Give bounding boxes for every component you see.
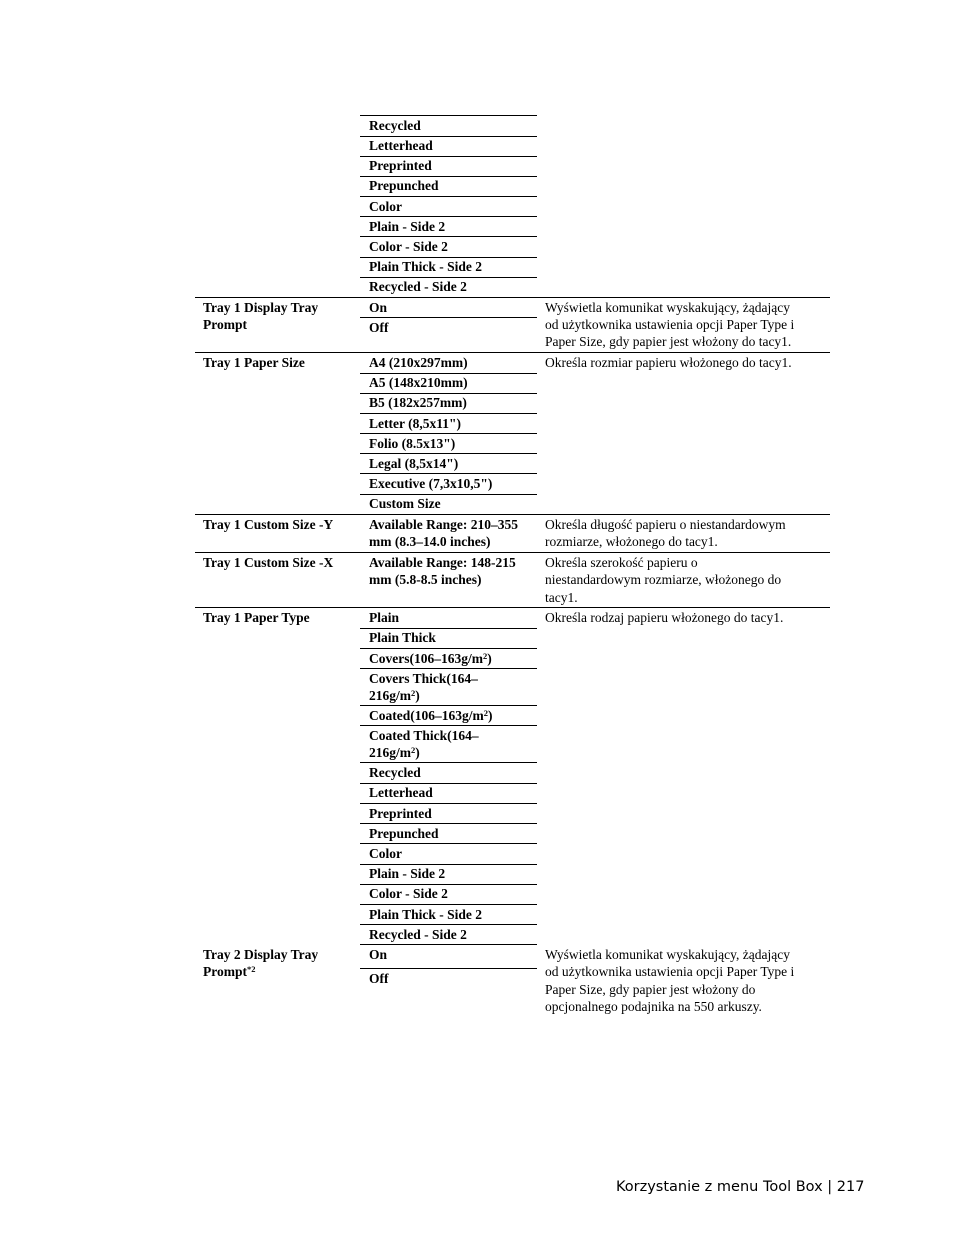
option-cell: On [369,300,388,315]
description-text: tacy1. [545,590,578,605]
setting-label: Tray 1 Custom Size -Y [203,517,334,532]
description-text: Wyświetla komunikat wyskakujący, żądający [545,947,790,962]
setting-label: Tray 1 Custom Size -X [203,555,334,570]
option-cell: Color - Side 2 [369,886,448,901]
description-text: Określa szerokość papieru o [545,555,698,570]
description-text: niestandardowym rozmiarze, włożonego do [545,572,782,587]
option-cell: A4 (210x297mm) [369,355,468,370]
option-cell: $216g/m^2$) [369,745,420,760]
setting-label: Tray 2 Display Tray [203,947,319,962]
option-cell: Recycled [369,765,421,780]
setting-label: Prompt [203,317,247,332]
option-cell: $Coated(106-163g/m^2)$ [369,708,493,723]
description-text: Określa rodzaj papieru włożonego do tacy1. [545,610,784,625]
option-cell: Plain Thick - Side 2 [369,259,483,274]
option-cell: Recycled [369,118,421,133]
footer-separator: | [827,1179,833,1195]
setting-label: Tray 1 Paper Type [203,610,310,625]
description-text: Paper Size, gdy papier jest włożony do tacy1. [545,334,792,349]
option-cell: mm (5.8-8.5 inches) [369,572,482,587]
option-cell: Plain - Side 2 [369,866,446,881]
option-cell: Letterhead [369,138,433,153]
option-cell: $Covers(106-163g/m^2)$ [369,651,492,666]
option-cell: Custom Size [369,496,441,511]
option-cell: Prepunched [369,826,439,841]
option-cell: Prepunched [369,178,439,193]
footnote-marker: *2 [247,964,256,974]
option-cell: Letter (8,5x11") [369,416,461,431]
setting-label: Tray 1 Paper Size [203,355,305,370]
page-footer [616,1177,864,1197]
option-cell: Legal (8,5x14") [369,456,459,471]
option-cell: Covers Thick(164– [369,671,478,686]
description-text: Wyświetla komunikat wyskakujący, żądający [545,300,790,315]
option-cell: Preprinted [369,158,432,173]
option-cell: Available Range: 210–355 [369,517,518,532]
page-number: 217 [836,1179,865,1195]
option-cell: Coated Thick(164– [369,728,479,743]
option-cell: Available Range: 148-215 [369,555,516,570]
option-cell: Off [369,971,389,986]
description-text: od użytkownika ustawienia opcji Paper Type i [545,317,795,332]
description-text: Określa rozmiar papieru włożonego do tacy1. [545,355,792,370]
option-cell: Plain - Side 2 [369,219,446,234]
option-cell: On [369,947,388,962]
option-cell: A5 (148x210mm) [369,375,468,390]
option-cell: Color [369,846,402,861]
description-text: opcjonalnego podajnika na 550 arkuszy. [545,999,762,1014]
option-cell: B5 (182x257mm) [369,395,467,410]
footer-title: Korzystanie z menu Tool Box [616,1179,823,1195]
option-cell: Preprinted [369,806,432,821]
description-text: rozmiarze, włożonego do tacy1. [545,534,718,549]
option-cell: Off [369,320,389,335]
option-cell: Color [369,199,402,214]
option-cell: Plain Thick [369,630,436,645]
description-text: Paper Size, gdy papier jest włożony do [545,982,756,997]
option-cell: Letterhead [369,785,433,800]
option-cell: Color - Side 2 [369,239,448,254]
option-cell: mm (8.3–14.0 inches) [369,534,491,549]
setting-label: Prompt$^{*2}$ [203,964,256,979]
description-text: od użytkownika ustawienia opcji Paper Type i [545,964,795,979]
setting-label: Tray 1 Display Tray [203,300,319,315]
option-cell: Plain [369,610,400,625]
option-cell: Recycled - Side 2 [369,927,467,942]
option-cell: Folio (8.5x13") [369,436,456,451]
option-cell: $216g/m^2$) [369,688,420,703]
description-text: Określa długość papieru o niestandardowym [545,517,786,532]
option-cell: Plain Thick - Side 2 [369,907,483,922]
option-cell: Recycled - Side 2 [369,279,467,294]
option-cell: Executive (7,3x10,5") [369,476,493,491]
